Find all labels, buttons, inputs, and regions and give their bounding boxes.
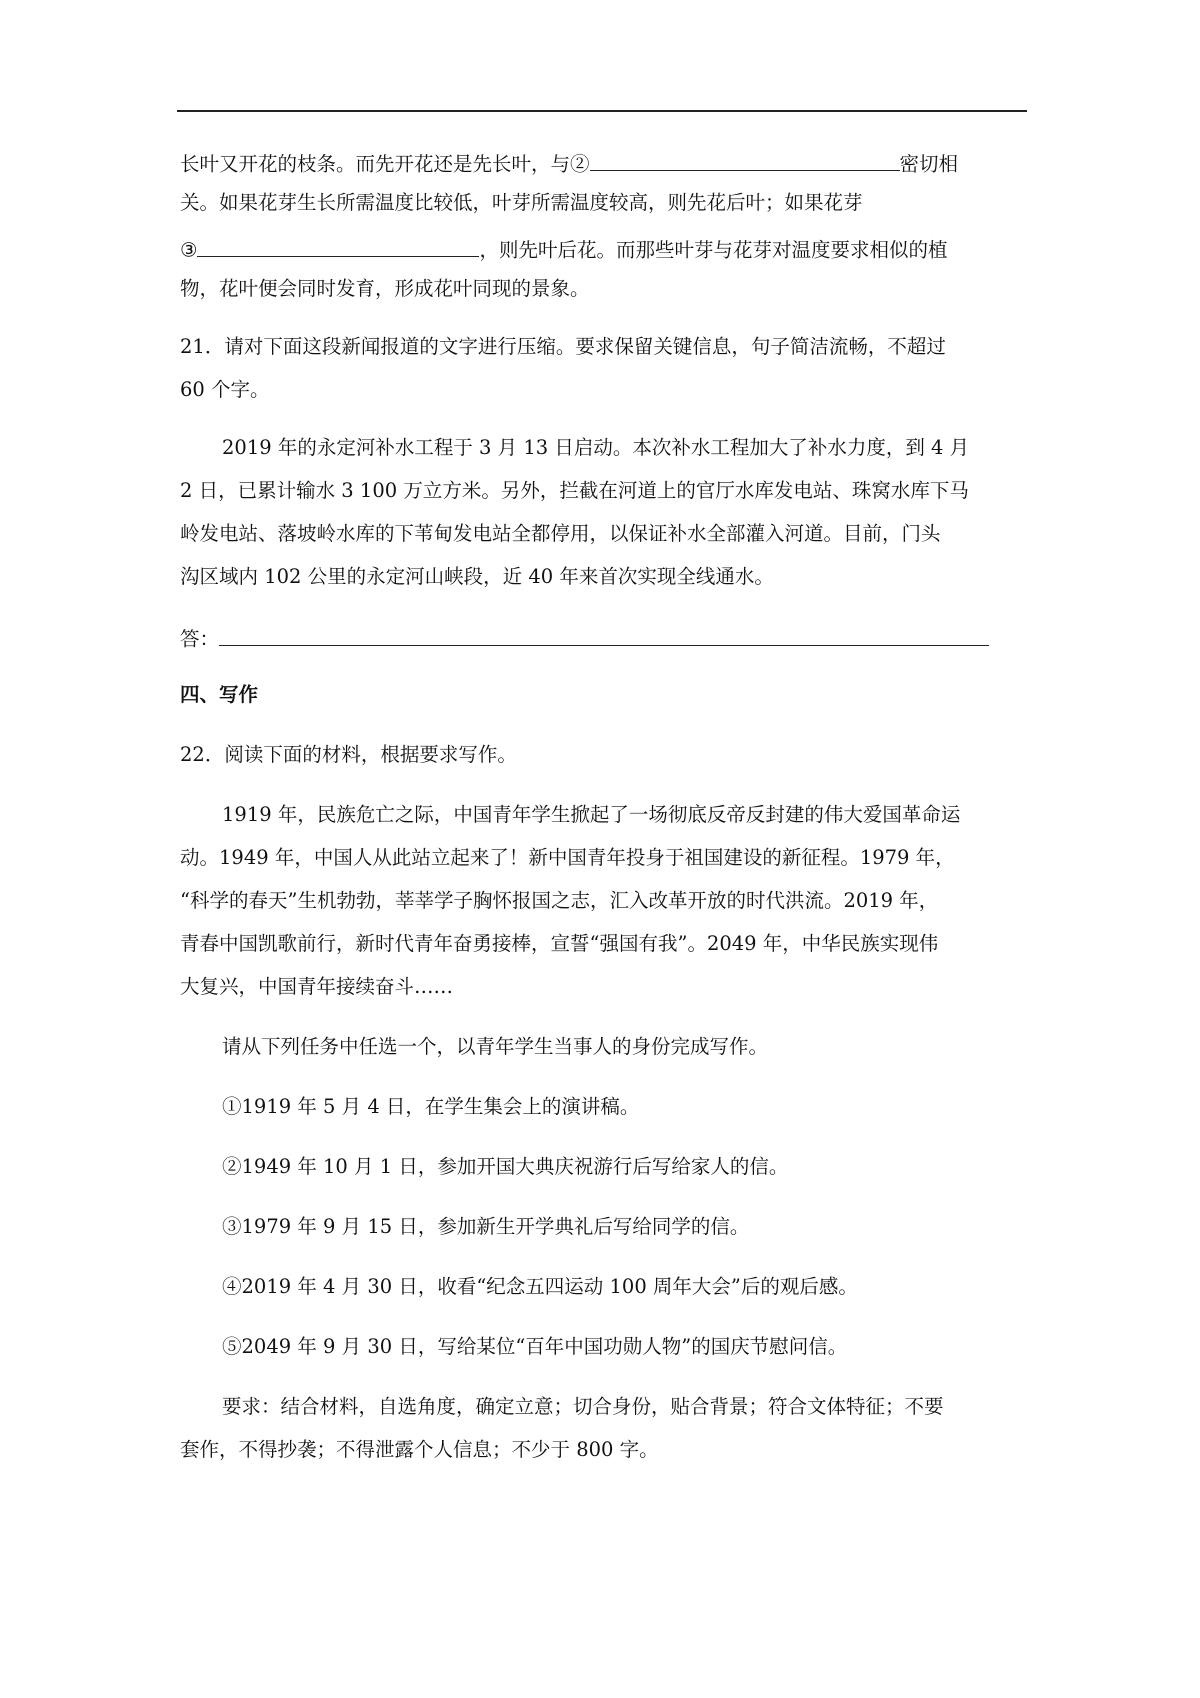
q22-task-item: ③1979 年 9 月 15 日，参加新生开学典礼后写给同学的信。 — [222, 1215, 750, 1238]
passage-text: 长叶又开花的枝条。而先开花还是先长叶，与② — [180, 152, 590, 176]
passage-text: 密切相 — [899, 152, 959, 176]
q21-news-line-4: 沟区域内 102 公里的永定河山峡段，近 40 年来首次实现全线通水。 — [180, 565, 774, 588]
answer-label: 答： — [180, 627, 220, 651]
blank-2 — [590, 150, 900, 171]
passage-line-3 — [180, 236, 948, 260]
q21-answer-line — [180, 625, 989, 649]
passage-text: ③ — [180, 238, 198, 262]
passage-text: ，则先叶后花。而那些叶芽与花芽对温度要求相似的植 — [479, 238, 948, 262]
q22-material-line-1: 1919 年，民族危亡之际，中国青年学生掀起了一场彻底反帝反封建的伟大爱国革命运 — [222, 803, 961, 826]
q21-news-line-2: 2 日，已累计输水 3 100 万立方米。另外，拦截在河道上的官厅水库发电站、珠窝水库下马 — [180, 479, 969, 502]
q22-requirements-line-1: 要求：结合材料，自选角度，确定立意；切合身份，贴合背景；符合文体特征；不要 — [222, 1395, 944, 1418]
q21-news-line-3: 岭发电站、落坡岭水库的下苇甸发电站全都停用，以保证补水全部灌入河道。目前，门头 — [180, 522, 941, 545]
passage-line-1 — [180, 150, 958, 174]
q21-prompt-line-1: 21．请对下面这段新闻报道的文字进行压缩。要求保留关键信息，句子简洁流畅，不超过 — [180, 335, 946, 358]
passage-line-4: 物，花叶便会同时发育，形成花叶同现的景象。 — [180, 277, 590, 300]
q21-news-line-1: 2019 年的永定河补水工程于 3 月 13 日启动。本次补水工程加大了补水力度，到 4 月 — [222, 436, 970, 459]
q22-task-intro: 请从下列任务中任选一个，以青年学生当事人的身份完成写作。 — [222, 1035, 769, 1058]
q22-task-item: ①1919 年 5 月 4 日，在学生集会上的演讲稿。 — [222, 1095, 640, 1118]
q22-material-line-2: 动。1949 年，中国人从此站立起来了！新中国青年投身于祖国建设的新征程。1979 年， — [180, 846, 955, 869]
q22-task-item: ④2019 年 4 月 30 日，收看“纪念五四运动 100 周年大会”后的观后感。 — [222, 1275, 858, 1298]
header-rule — [177, 110, 1027, 112]
section-title: 四、写作 — [180, 683, 259, 706]
q22-requirements-line-2: 套作，不得抄袭；不得泄露个人信息；不少于 800 字。 — [180, 1438, 659, 1461]
blank-3 — [197, 236, 479, 257]
q22-material-line-4: 青春中国凯歌前行，新时代青年奋勇接棒，宣誓“强国有我”。2049 年，中华民族实现伟 — [180, 932, 939, 955]
q22-material-line-3: “科学的春天”生机勃勃，莘莘学子胸怀报国之志，汇入改革开放的时代洪流。2019 年， — [180, 889, 939, 912]
q22-task-item: ⑤2049 年 9 月 30 日，写给某位“百年中国功勋人物”的国庆节慰问信。 — [222, 1335, 848, 1358]
q22-material-line-5: 大复兴，中国青年接续奋斗…… — [180, 975, 454, 998]
q22-task-item: ②1949 年 10 月 1 日，参加开国大典庆祝游行后写给家人的信。 — [222, 1155, 789, 1178]
answer-blank[interactable] — [219, 625, 989, 646]
q21-prompt-line-2: 60 个字。 — [180, 378, 270, 401]
passage-line-2: 关。如果花芽生长所需温度比较低，叶芽所需温度较高，则先花后叶；如果花芽 — [180, 191, 863, 214]
q22-prompt: 22．阅读下面的材料，根据要求写作。 — [180, 743, 517, 766]
